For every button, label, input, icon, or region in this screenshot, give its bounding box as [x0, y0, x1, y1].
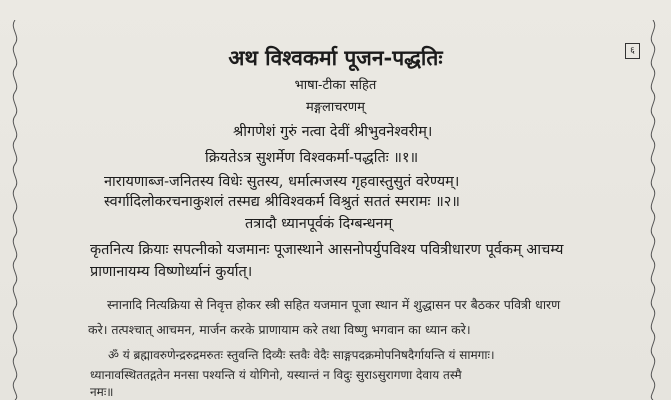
mantra-line: ॐ यं ब्रह्मावरुणेन्द्ररुद्रमरुतः स्तुवन्ति दिव्यैः स्तवैः वेदैः साङ्गपदक्रमोपनिषदैर्गायन्ति यं सामगाः। — [108, 348, 495, 362]
commentary-line: स्नानादि नित्यक्रिया से निवृत्त होकर स्त्री सहित यजमान पूजा स्थान में शुद्धासन पर बैठकर पवित्री धारण — [107, 297, 561, 312]
verse-line: प्राणानायम्य विष्णोर्ध्यानं कुर्यात्। — [90, 264, 253, 280]
page-title: अथ विश्वकर्मा पूजन-पद्धतिः — [228, 45, 443, 70]
commentary-line: करे। तत्पश्चात् आचमन, मार्जन करके प्राणायाम करे तथा विष्णु भगवान का ध्यान करे। — [88, 322, 471, 337]
verse-line: कृतनित्य क्रियाः सपत्नीको यजमानः पूजास्थाने आसनोपर्युपविश्य पवित्रीधारण पूर्वकम् आचम्य — [90, 242, 564, 258]
page-subtitle: भाषा-टीका सहित — [294, 78, 377, 93]
section-heading: तत्रादौ ध्यानपूर्वकं दिग्बन्धनम् — [245, 216, 393, 232]
verse-line: श्रीगणेशं गुरुं नत्वा देवीं श्रीभुवनेश्वरीम्। — [233, 124, 433, 140]
invocation-heading: मङ्गलाचरणम् — [306, 100, 365, 115]
page-number: ६ — [625, 43, 640, 59]
verse-line: स्वर्गादिलोकरचनाकुशलं तस्मद्य श्रीविश्वकर्म विश्रुतं सततं स्मरामः ॥२॥ — [104, 194, 460, 210]
mantra-line: नमः॥ — [90, 385, 114, 399]
verse-line: नारायणाब्ज-जनितस्य विधेः सुतस्य, धर्मात्मजस्य गृहवास्तुसुतं वरेण्यम्। — [104, 174, 460, 190]
verse-line: क्रियतेऽत्र सुशर्मेण विश्वकर्मा-पद्धतिः ॥१॥ — [205, 150, 419, 166]
mantra-line: ध्यानावस्थिततद्गतेन मनसा पश्यन्ति यं योगिनो, यस्यान्तं न विदुः सुराऽसुरागणा देवाय तस्मै — [90, 368, 462, 382]
